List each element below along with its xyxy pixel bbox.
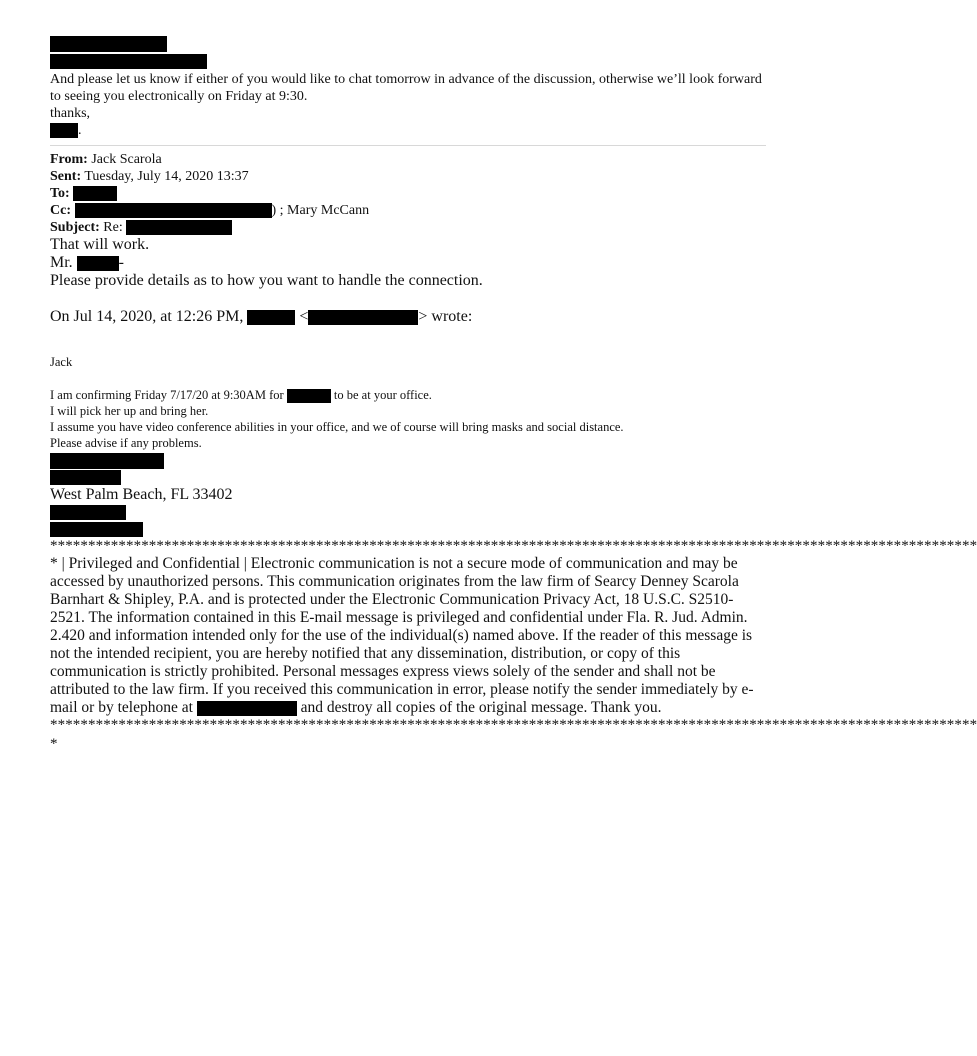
stars-divider-bottom: ************************************************************************************************************************** — [50, 717, 977, 734]
to-line: To: — [50, 185, 766, 202]
redaction-block — [308, 310, 418, 325]
redaction-block — [77, 256, 119, 271]
redaction-block — [50, 470, 121, 485]
quoted-header: On Jul 14, 2020, at 12:26 PM, < > wrote: — [50, 308, 473, 325]
redaction-block — [50, 36, 167, 52]
sent-value: Tuesday, July 14, 2020 13:37 — [84, 169, 249, 184]
redaction-block — [287, 389, 331, 403]
email-document — [50, 36, 977, 753]
from-value: Jack Scarola — [91, 152, 162, 167]
quoted-line-4: Please advise if any problems. — [50, 436, 202, 451]
quoted-greeting: Jack — [50, 355, 73, 369]
redaction-block — [247, 310, 295, 325]
confidentiality-disclaimer: * | Privileged and Confidential | Electronic communication is not a secure mode of communication and may be accessed by unauthorized persons. This communication originates from the law firm of Searcy Denney Scarola Barnhart & Shipley, P.A. and is protected under the Electronic Communication Privacy Act, 18 U.S.C. S2510-2521. The information contained in this E-mail message is privileged and confidential under Fla. R. Jud. Admin. 2.420 and information intended only for the use of the individual(s) named above. If the reader of this message is not the intended recipient, you are hereby notified that any dissemination, distribution, or copy of this communication is strictly prohibited. Personal messages express views solely of the sender and shall not be attributed to the law firm. If you received this communication in error, please notify the sender immediately by e-mail or by telephone at and destroy all copies of the original message. Thank you. — [50, 555, 754, 717]
quoted-line-3: I assume you have video conference abilities in your office, and we of course will bring masks and social distance. — [50, 420, 624, 435]
top-message-signoff: . — [50, 122, 766, 139]
from-line: From: Jack Scarola — [50, 152, 162, 167]
signature-address: West Palm Beach, FL 33402 — [50, 486, 233, 504]
redaction-block — [75, 203, 272, 218]
redaction-block — [50, 505, 126, 520]
final-star: * — [50, 736, 58, 753]
reply-salutation: Mr. - — [50, 254, 124, 271]
top-message-body: And please let us know if either of you would like to chat tomorrow in advance of the discussion, otherwise we’ll look forward to seeing you electronically on Friday at 9:30. — [50, 72, 762, 104]
redaction-block — [197, 701, 297, 716]
stars-divider-top: ************************************************************************************************************************** — [50, 538, 977, 555]
redaction-block — [50, 54, 207, 69]
redaction-block — [126, 220, 232, 235]
subject-line: Subject: Re: — [50, 219, 766, 236]
top-message-closing: thanks, — [50, 106, 91, 121]
reply-line-3: Please provide details as to how you want to handle the connection. — [50, 272, 483, 289]
redaction-block — [50, 123, 78, 138]
reply-line-1: That will work. — [50, 236, 150, 253]
redaction-block — [50, 522, 143, 537]
sent-line: Sent: Tuesday, July 14, 2020 13:37 — [50, 169, 249, 184]
quoted-line-2: I will pick her up and bring her. — [50, 404, 209, 419]
redaction-block — [73, 186, 117, 201]
quoted-line-1: I am confirming Friday 7/17/20 at 9:30AM for to be at your office. — [50, 388, 432, 402]
divider — [50, 145, 766, 146]
cc-line: Cc: ) ; Mary McCann — [50, 203, 370, 218]
redaction-block — [50, 453, 164, 469]
